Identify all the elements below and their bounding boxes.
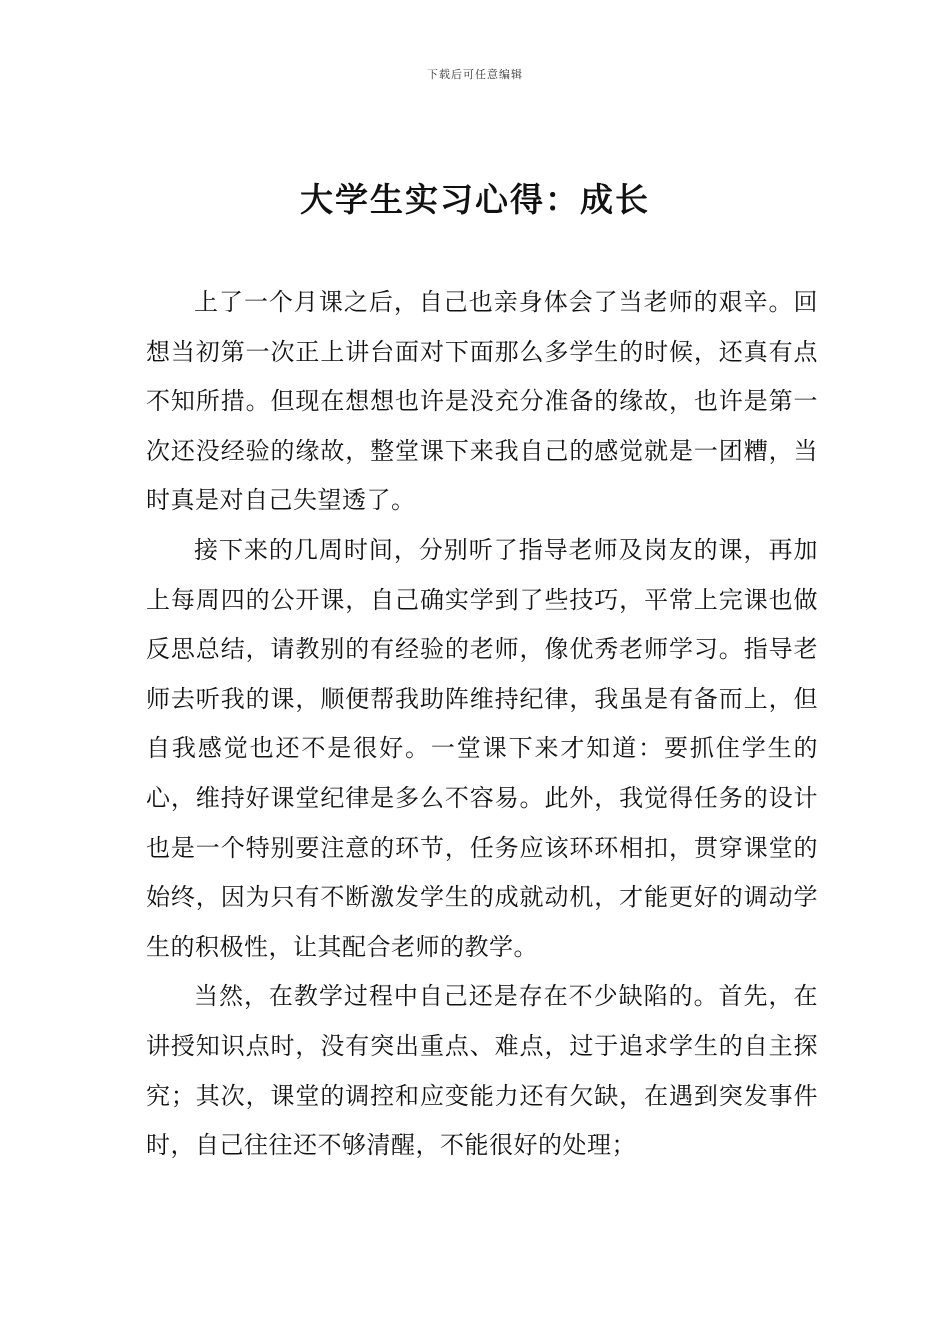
paragraph: 当然，在教学过程中自己还是存在不少缺陷的。首先，在讲授知识点时，没有突出重点、难点，过于追求学生的自主探究；其次，课堂的调控和应变能力还有欠缺，在遇到突发事件时，自己往往还不够清醒，不能很好的处理；: [146, 982, 818, 1160]
paragraph: 接下来的几周时间，分别听了指导老师及岗友的课，再加上每周四的公开课，自己确实学到了些技巧，平常上完课也做反思总结，请教别的有经验的老师，像优秀老师学习。指导老师去听我的课，顺便帮我助阵维持纪律，我虽是有备而上，但自我感觉也还不是很好。一堂课下来才知道：要抓住学生的心，维持好课堂纪律是多么不容易。此外，我觉得任务的设计也是一个特别要注意的环节，任务应该环环相扣，贯穿课堂的始终，因为只有不断激发学生的成就动机，才能更好的调动学生的积极性，让其配合老师的教学。: [146, 535, 818, 961]
paragraph: 上了一个月课之后，自己也亲身体会了当老师的艰辛。回想当初第一次正上讲台面对下面那么多学生的时候，还真有点不知所措。但现在想想也许是没充分准备的缘故，也许是第一次还没经验的缘故，整堂课下来我自己的感觉就是一团糟，当时真是对自己失望透了。: [146, 288, 818, 515]
document-title: 大学生实习心得：成长: [300, 180, 650, 219]
header-note: 下载后可任意编辑: [427, 68, 523, 81]
document-body: [146, 278, 818, 1171]
